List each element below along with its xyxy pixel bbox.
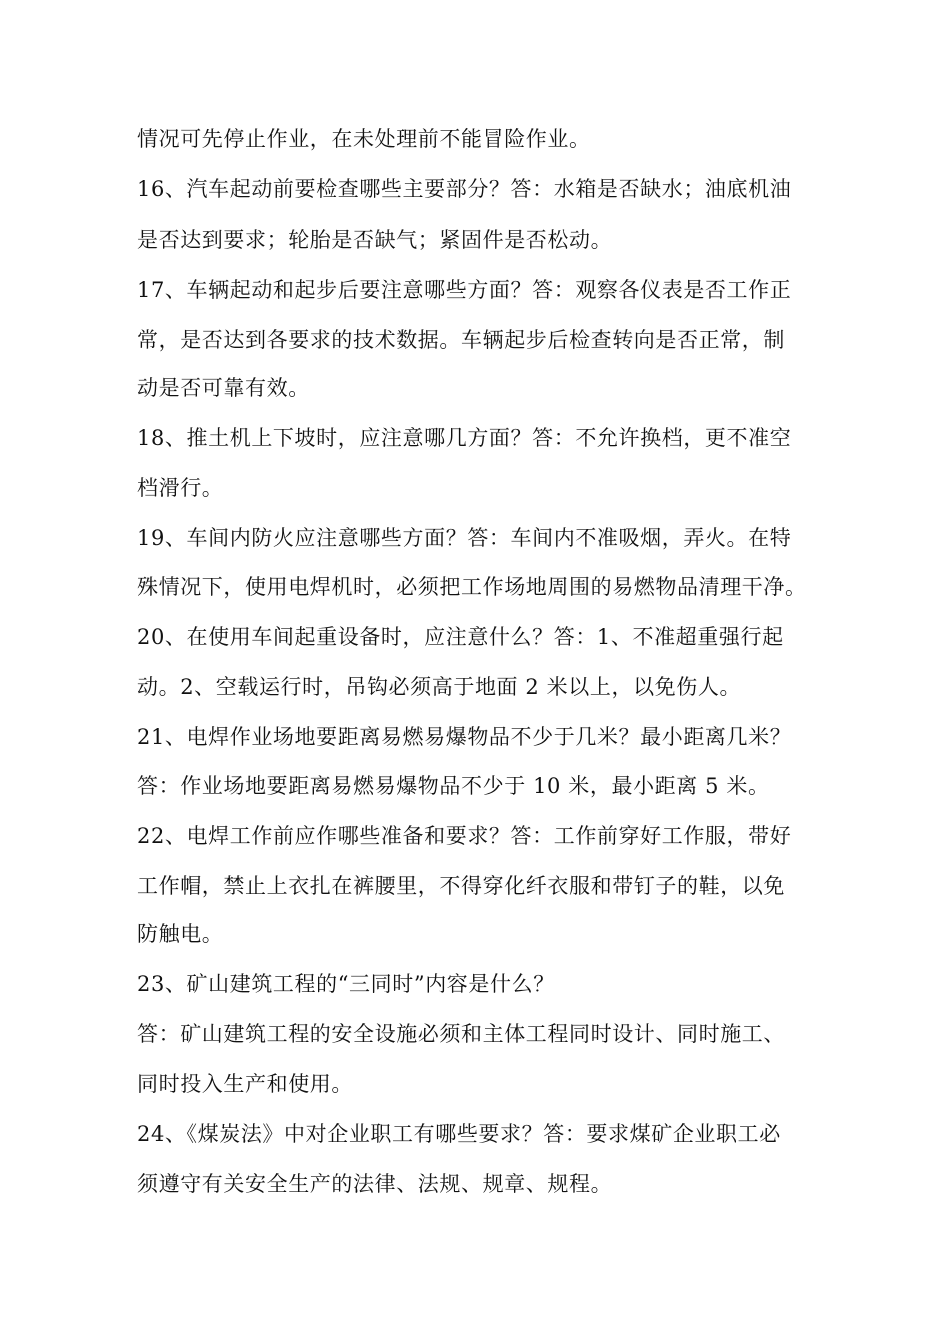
text-line: 答：作业场地要距离易燃易爆物品不少于 10 米，最小距离 5 米。 <box>137 774 770 798</box>
text-line: 须遵守有关安全生产的法律、法规、规章、规程。 <box>137 1172 613 1196</box>
text-line: 同时投入生产和使用。 <box>137 1072 353 1096</box>
text-line: 17、车辆起动和起步后要注意哪些方面？答：观察各仪表是否工作正 <box>137 278 792 302</box>
text-line: 防触电。 <box>137 922 224 946</box>
text-line: 动是否可靠有效。 <box>137 376 310 400</box>
text-line: 工作帽，禁止上衣扎在裤腰里，不得穿化纤衣服和带钉子的鞋，以免 <box>137 874 785 898</box>
text-line: 动。2、空载运行时，吊钩必须高于地面 2 米以上，以免伤人。 <box>137 675 742 699</box>
text-line: 22、电焊工作前应作哪些准备和要求？答：工作前穿好工作服，带好 <box>137 824 792 848</box>
text-line: 是否达到要求；轮胎是否缺气；紧固件是否松动。 <box>137 228 613 252</box>
text-line: 21、电焊作业场地要距离易燃易爆物品不少于几米？最小距离几米？ <box>137 725 792 749</box>
text-line: 23、矿山建筑工程的“三同时”内容是什么？ <box>137 972 555 996</box>
text-line: 常，是否达到各要求的技术数据。车辆起步后检查转向是否正常，制 <box>137 328 785 352</box>
text-line: 档滑行。 <box>137 476 224 500</box>
text-line: 19、车间内防火应注意哪些方面？答：车间内不准吸烟，弄火。在特 <box>137 526 792 550</box>
text-line: 20、在使用车间起重设备时，应注意什么？答：1、不准超重强行起 <box>137 625 784 649</box>
text-line: 18、推土机上下坡时，应注意哪几方面？答：不允许换档，更不准空 <box>137 426 792 450</box>
text-line: 24、《煤炭法》中对企业职工有哪些要求？答：要求煤矿企业职工必 <box>137 1122 781 1146</box>
text-line: 16、汽车起动前要检查哪些主要部分？答：水箱是否缺水；油底机油 <box>137 177 792 201</box>
text-line: 答：矿山建筑工程的安全设施必须和主体工程同时设计、同时施工、 <box>137 1022 785 1046</box>
text-line: 殊情况下，使用电焊机时，必须把工作场地周围的易燃物品清理干净。 <box>137 575 807 599</box>
text-line: 情况可先停止作业，在未处理前不能冒险作业。 <box>137 127 591 151</box>
